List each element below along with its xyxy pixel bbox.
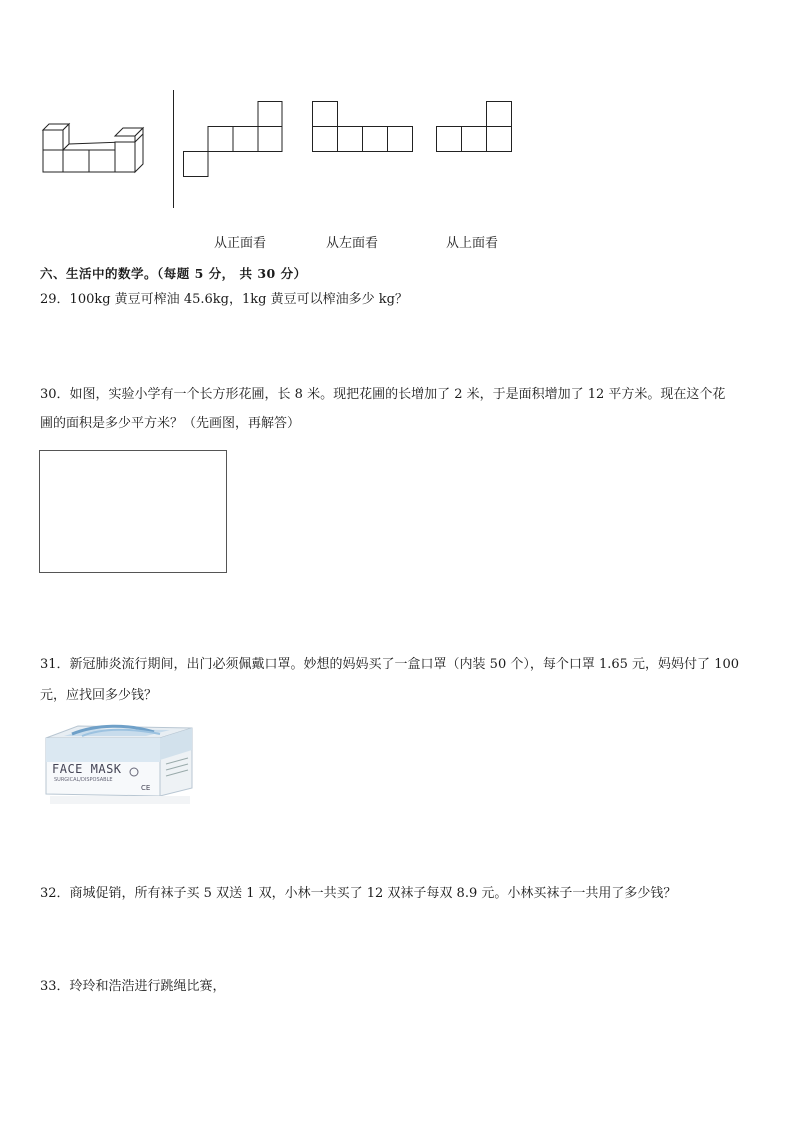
top-view-label: 从上面看: [446, 236, 499, 251]
question-31-line-2: 元，应找回多少钱？: [40, 688, 158, 703]
top-view-grid: [436, 101, 514, 153]
face-mask-box-image: [42, 720, 197, 806]
question-30-line-2: 圃的面积是多少平方米？（先画图，再解答）: [40, 416, 301, 431]
question-29: 29．100kg 黄豆可榨油 45.6kg，1kg 黄豆可以榨油多少 kg？: [40, 292, 408, 307]
question-30-line-1: 30．如图，实验小学有一个长方形花圃，长 8 米。现把花圃的长增加了 2 米，于是面积增加了 12 平方米。现在这个花: [40, 387, 726, 402]
cube-figure: [40, 118, 160, 180]
left-view-label: 从左面看: [326, 236, 379, 251]
mask-box-subtitle: SURGICAL/DISPOSABLE: [54, 777, 113, 783]
question-31-line-1: 31．新冠肺炎流行期间，出门必须佩戴口罩。妙想的妈妈买了一盒口罩（内装 50 个），每个口罩 1.65 元，妈妈付了 100: [40, 657, 740, 672]
question-33: 33．玲玲和浩浩进行跳绳比赛，: [40, 979, 226, 994]
front-view-grid: [183, 101, 283, 177]
mask-box-ce-mark: CE: [141, 784, 151, 792]
drawing-answer-box[interactable]: [39, 450, 227, 573]
front-view-label: 从正面看: [214, 236, 267, 251]
figure-divider: [173, 90, 174, 208]
section-heading: 六、生活中的数学。（每题 5 分， 共 30 分）: [40, 266, 307, 281]
question-32: 32．商城促销，所有袜子买 5 双送 1 双，小林一共买了 12 双袜子每双 8.9 元。小林买袜子一共用了多少钱？: [40, 886, 677, 901]
left-view-grid: [312, 101, 414, 153]
mask-box-brand: FACE MASK: [52, 762, 122, 776]
